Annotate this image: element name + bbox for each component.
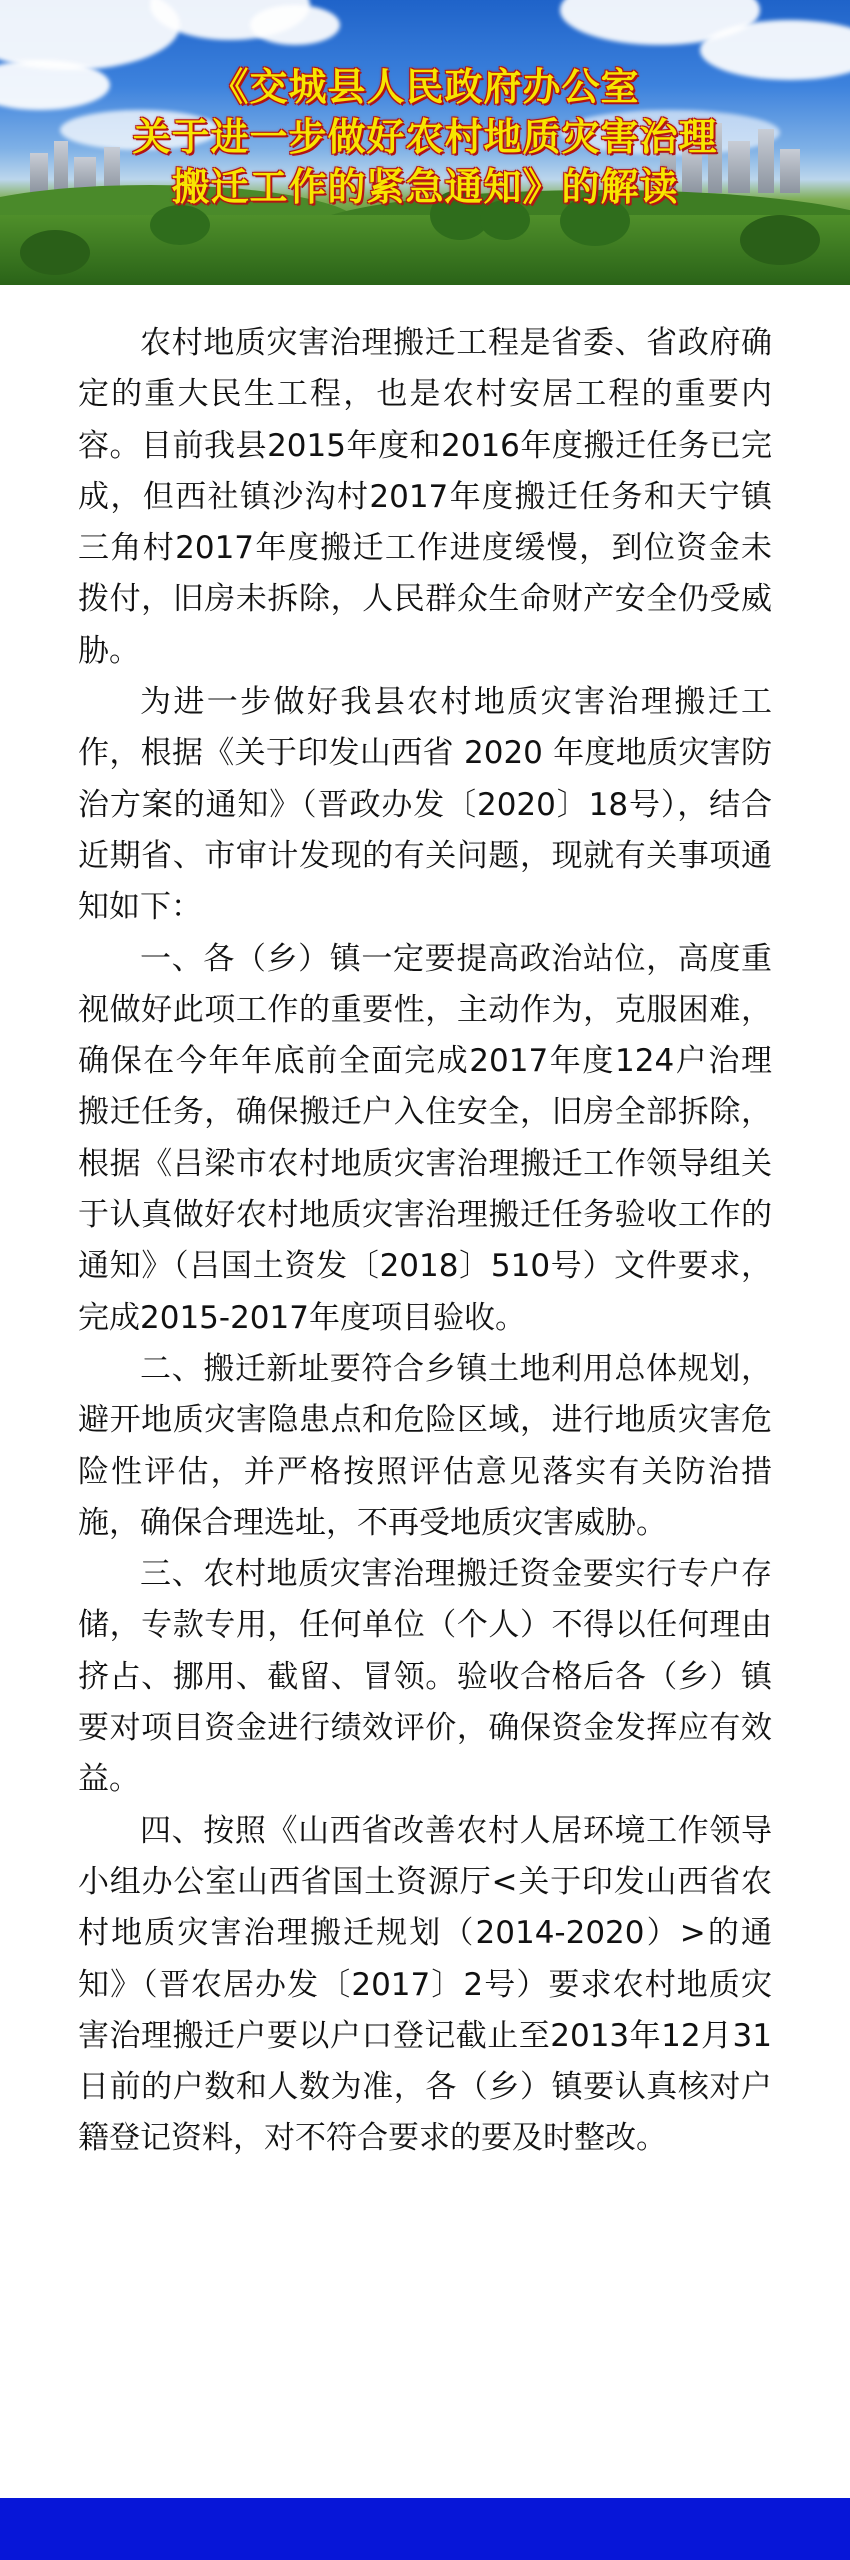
footer-bar <box>0 2498 850 2560</box>
item-two-paragraph: 二、搬迁新址要符合乡镇土地利用总体规划，避开地质灾害隐患点和危险区域，进行地质灾害危险性评估，并严格按照评估意见落实有关防治措施，确保合理选址，不再受地质灾害威胁。 <box>78 1350 772 1541</box>
item-one-paragraph: 一、各（乡）镇一定要提高政治站位，高度重视做好此项工作的重要性，主动作为，克服困难，确保在今年年底前全面完成2017年度124户治理搬迁任务，确保搬迁户入住安全，旧房全部拆除，根据《吕梁市农村地质灾害治理搬迁工作领导组关于认真做好农村地质灾害治理搬迁任务验收工作的通知》（吕国土资发〔2018〕510号）文件要求，完成2015-2017年度项目验收。 <box>78 940 772 1336</box>
header-banner <box>0 0 850 285</box>
item-four-paragraph: 四、按照《山西省改善农村人居环境工作领导小组办公室山西省国土资源厅<关于印发山西省农村地质灾害治理搬迁规划（2014-2020）>的通知》（晋农居办发〔2017〕2号）要求农村地质灾害治理搬迁户要以户口登记截止至2013年12月31日前的户数和人数为准，各（乡）镇要认真核对户籍登记资料，对不符合要求的要及时整改。 <box>78 1812 772 2157</box>
basis-paragraph: 为进一步做好我县农村地质灾害治理搬迁工作，根据《关于印发山西省 2020 年度地质灾害防治方案的通知》（晋政办发〔2020〕18号），结合近期省、市审计发现的有关问题，现就有关事项通知如下： <box>78 684 772 926</box>
item-three-paragraph: 三、农村地质灾害治理搬迁资金要实行专户存储，专款专用，任何单位（个人）不得以任何理由挤占、挪用、截留、冒领。验收合格后各（乡）镇要对项目资金进行绩效评价，确保资金发挥应有效益。 <box>78 1556 772 1798</box>
intro-paragraph: 农村地质灾害治理搬迁工程是省委、省政府确定的重大民生工程，也是农村安居工程的重要内容。目前我县2015年度和2016年度搬迁任务已完成，但西社镇沙沟村2017年度搬迁任务和天宁镇三角村2017年度搬迁工作进度缓慢，到位资金未拨付，旧房未拆除，人民群众生命财产安全仍受威胁。 <box>78 325 772 669</box>
page-title <box>0 62 850 212</box>
title-line: 《交城县人民政府办公室 <box>210 65 640 109</box>
title-line: 关于进一步做好农村地质灾害治理 <box>132 115 718 159</box>
title-line: 搬迁工作的紧急通知》的解读 <box>171 165 679 209</box>
document-body <box>78 318 772 2165</box>
